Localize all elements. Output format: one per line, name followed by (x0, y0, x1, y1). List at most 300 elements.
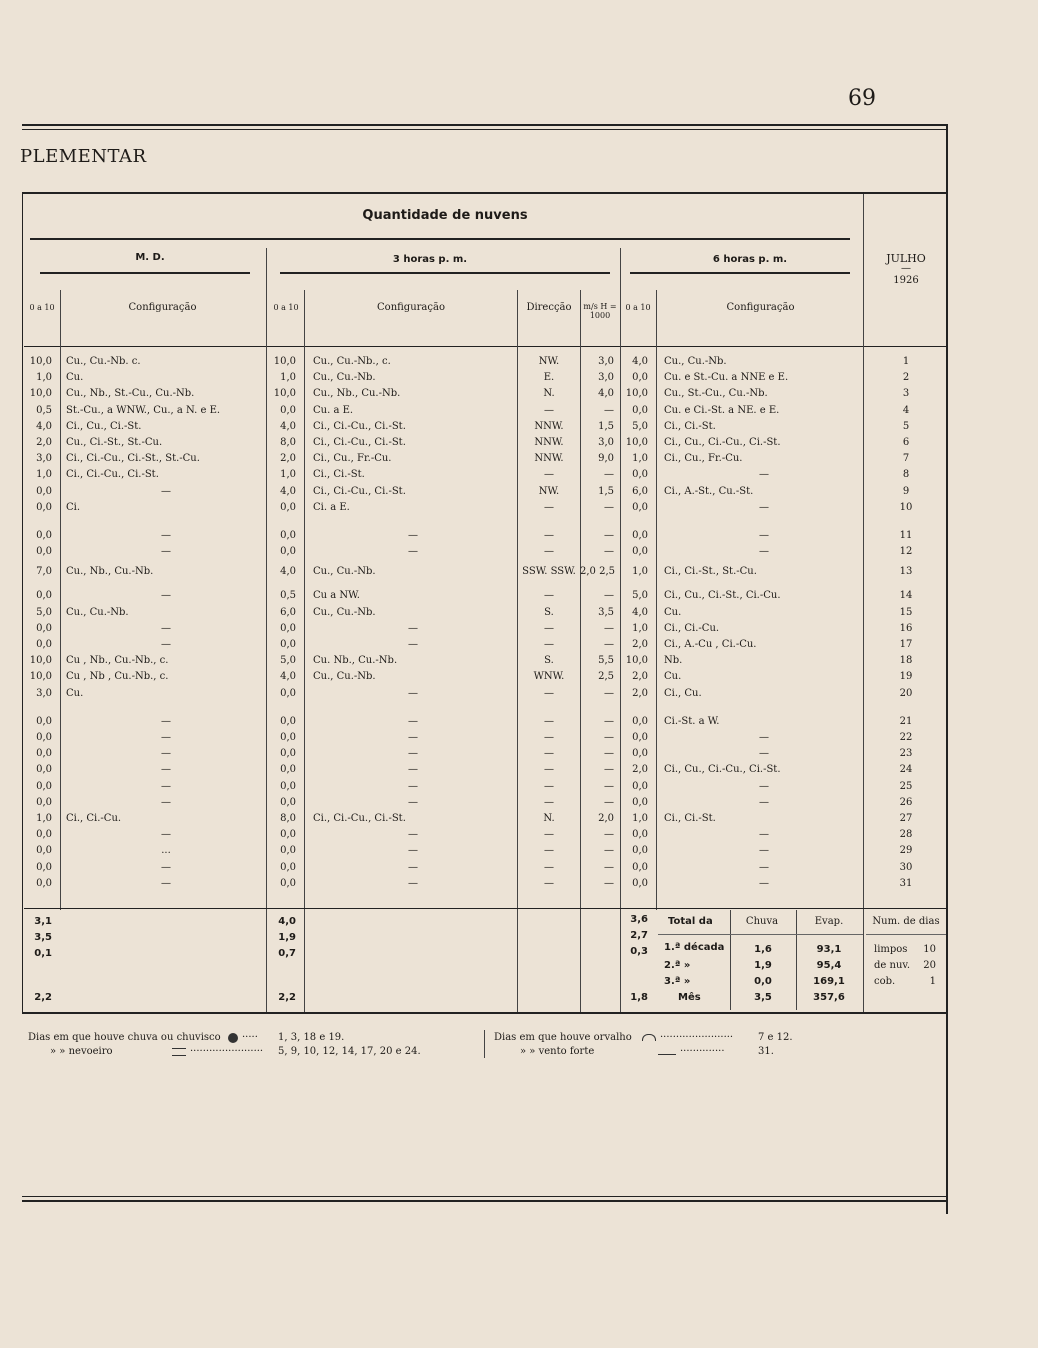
day-cell: 11 (899, 530, 913, 541)
3pm-config-cell: Cu., Nb., Cu.-Nb. (313, 388, 401, 400)
3pm-config-cell: Cu., Cu.-Nb. (313, 566, 376, 578)
6pm-value-cell: 0,0 (632, 796, 648, 808)
direction-cell: — (544, 404, 554, 416)
direction-cell: — (544, 622, 554, 634)
md-value-cell: 0,0 (36, 732, 52, 743)
6pm-value-cell: 0,0 (632, 748, 648, 760)
3pm-value-cell: 6,0 (280, 606, 296, 618)
md-config-cell: — (161, 861, 171, 873)
6pm-config-cell: Ci., Cu., Ci.-Cu., Ci.-St. (664, 764, 781, 776)
footer-chuva-days: 1, 3, 18 e 19. (278, 1032, 345, 1043)
md-value-cell: 10,0 (29, 388, 52, 400)
table-top-rule (22, 192, 946, 194)
top-rule-thin (22, 129, 946, 130)
speed-cell: 3,5 (598, 606, 614, 618)
speed-cell: — (604, 845, 614, 857)
direction-cell: NNW. (534, 453, 564, 465)
direction-cell: — (544, 546, 554, 558)
3pm-value-cell: 0,0 (280, 861, 296, 873)
speed-cell: — (604, 780, 614, 792)
speed-cell: — (604, 829, 614, 841)
3pm-value-cell: 4,0 (280, 566, 296, 578)
3pm-config-cell: Ci., Ci.-Cu., Ci.-St. (313, 813, 406, 824)
md-value-cell: 0,0 (36, 796, 52, 808)
md-value-cell: 0,0 (36, 829, 52, 841)
6pm-value-cell: 0,0 (632, 372, 648, 384)
md-value-cell: 4,0 (36, 420, 52, 432)
6pm-value-cell: 6,0 (632, 485, 648, 497)
6pm-value-cell: 1,0 (632, 566, 648, 578)
dew-icon (642, 1034, 656, 1041)
sep-evap (796, 910, 797, 1010)
header-month-dash: — (901, 263, 911, 274)
md-config-cell: — (161, 590, 171, 602)
day-cell: 7 (902, 453, 910, 465)
md-config-cell: Cu. (66, 372, 84, 384)
direction-cell: S. (544, 655, 554, 667)
md-config-cell: ... (161, 845, 171, 857)
6pm-value-cell: 1,0 (632, 813, 648, 824)
md-value-cell: 3,0 (36, 687, 52, 699)
col-6pm-config: Configuração (726, 302, 795, 313)
footer-vento-days: 31. (758, 1046, 774, 1057)
col-speed: m/s H = 1000 (583, 302, 617, 320)
speed-cell: — (604, 404, 614, 416)
3pm-config-cell: — (408, 829, 418, 841)
6pm-value-cell: 10,0 (625, 388, 648, 400)
speed-cell: 3,0 (598, 372, 614, 384)
speed-cell: — (604, 546, 614, 558)
md-value-cell: 1,0 (36, 469, 52, 481)
sep-md-scale (60, 290, 61, 910)
md-value-cell: 7,0 (36, 566, 52, 578)
md-config-cell: — (161, 748, 171, 760)
right-border (946, 124, 948, 1214)
header-month: JULHO (886, 252, 926, 265)
speed-cell: 5,5 (598, 655, 614, 667)
md-config-cell: — (161, 764, 171, 776)
speed-cell: — (604, 796, 614, 808)
3pm-value-cell: 0,0 (280, 764, 296, 776)
footer-nevoeiro-label: » » nevoeiro (50, 1046, 113, 1057)
speed-cell: 4,0 (598, 388, 614, 400)
days-label-3: cob. (874, 976, 896, 987)
3pm-config-cell: Cu., Cu.-Nb. (313, 372, 376, 384)
md-value-cell: 0,0 (36, 530, 52, 541)
6pm-value-cell: 0,0 (632, 732, 648, 743)
6pm-config-cell: — (759, 748, 769, 760)
direction-cell: — (544, 469, 554, 481)
3pm-config-cell: — (408, 546, 418, 558)
speed-cell: — (604, 501, 614, 513)
day-cell: 20 (899, 687, 913, 699)
md-config-cell: Cu., Cu.-Nb. c. (66, 356, 141, 367)
3pm-config-cell: — (408, 877, 418, 889)
3pm-config-cell: Ci., Ci.-Cu., Ci.-St. (313, 485, 406, 497)
md-config-cell: Cu., Cu.-Nb. (66, 606, 129, 618)
6pm-config-cell: Ci., Ci.-St., St.-Cu. (664, 566, 757, 578)
md-config-cell: — (161, 877, 171, 889)
direction-cell: WNW. (533, 671, 565, 683)
md-config-cell: — (161, 732, 171, 743)
3pm-value-cell: 4,0 (280, 420, 296, 432)
direction-cell: SSW. SSW. (522, 566, 576, 578)
day-cell: 24 (899, 764, 913, 776)
direction-cell: — (544, 764, 554, 776)
header-3pm: 3 horas p. m. (392, 254, 468, 265)
day-cell: 14 (899, 590, 913, 602)
footer-nevoeiro-days: 5, 9, 10, 12, 14, 17, 20 e 24. (278, 1046, 421, 1057)
direction-cell: — (544, 877, 554, 889)
3pm-config-cell: Ci., Cu., Fr.-Cu. (313, 453, 392, 465)
days-value-2: 20 (923, 960, 936, 971)
wind-icon (658, 1046, 676, 1055)
md-value-cell: 1,0 (36, 813, 52, 824)
speed-cell: — (604, 732, 614, 743)
day-cell: 27 (899, 813, 913, 824)
3pm-config-cell: — (408, 732, 418, 743)
md-config-cell: St.-Cu., a WNW., Cu., a N. e E. (66, 404, 221, 416)
col-direction: Direcção (526, 302, 572, 313)
3pm-config-cell: Cu a NW. (313, 590, 360, 602)
table-left-border (22, 194, 23, 1014)
6pm-value-cell: 0,0 (632, 861, 648, 873)
day-cell: 4 (902, 404, 910, 416)
sep-chuva (730, 910, 731, 1010)
6pm-config-cell: Ci., Cu., Ci.-St., Ci.-Cu. (664, 590, 781, 602)
day-cell: 8 (902, 469, 910, 481)
period-chuva-2: 1,9 (754, 960, 772, 971)
speed-cell: — (604, 622, 614, 634)
3pm-config-cell: — (408, 780, 418, 792)
col-md-scale: 0 a 10 (29, 303, 55, 312)
md-config-cell: Cu., Nb., St.-Cu., Cu.-Nb. (66, 388, 195, 400)
6pm-value-cell: 10,0 (625, 655, 648, 667)
md-config-cell: Ci. (66, 501, 81, 513)
md-config-cell: Cu , Nb , Cu.-Nb., c. (66, 671, 169, 683)
3pm-value-cell: 0,0 (280, 845, 296, 857)
num-dias-rule (866, 934, 946, 935)
md-config-cell: Ci., Cu., Ci.-St. (66, 420, 142, 432)
6pm-config-cell: Cu., Cu.-Nb. (664, 356, 727, 367)
direction-cell: — (544, 780, 554, 792)
sep-6pm (863, 194, 864, 1012)
speed-cell: — (604, 469, 614, 481)
day-cell: 15 (899, 606, 913, 618)
direction-cell: — (544, 530, 554, 541)
speed-cell: 2,0 (598, 813, 614, 824)
day-cell: 29 (899, 845, 913, 857)
6pm-config-cell: — (759, 780, 769, 792)
6pm-value-cell: 0,0 (632, 845, 648, 857)
6pm-config-cell: Nb. (664, 655, 683, 667)
md-value-cell: 0,0 (36, 485, 52, 497)
md-value-cell: 0,0 (36, 590, 52, 602)
brace-3pm (280, 272, 610, 274)
3pm-value-cell: 0,0 (280, 546, 296, 558)
day-cell: 13 (899, 566, 913, 578)
6pm-config-cell: Ci., Cu., Fr.-Cu. (664, 453, 743, 465)
period-evap-3: 169,1 (813, 976, 845, 987)
period-label-1: 1.ª década (664, 942, 725, 953)
day-cell: 10 (899, 501, 913, 513)
footer-divider (484, 1030, 485, 1058)
md-value-cell: 1,0 (36, 372, 52, 384)
direction-cell: — (544, 639, 554, 650)
3pm-config-cell: — (408, 748, 418, 760)
col-6pm-scale: 0 a 10 (625, 303, 651, 312)
3pm-value-cell: 0,0 (280, 829, 296, 841)
6pm-config-cell: — (759, 732, 769, 743)
3pm-value-cell: 2,0 (280, 453, 296, 465)
6pm-value-cell: 0,0 (632, 877, 648, 889)
day-cell: 2 (902, 372, 910, 384)
speed-cell: — (604, 861, 614, 873)
sum-md-4: 2,2 (34, 992, 52, 1003)
6pm-config-cell: Cu., St.-Cu., Cu.-Nb. (664, 388, 768, 400)
3pm-config-cell: Ci., Ci.-Cu., Ci.-St. (313, 420, 406, 432)
col-3pm-scale: 0 a 10 (273, 303, 299, 312)
header-bottom-rule (24, 346, 946, 347)
6pm-config-cell: — (759, 501, 769, 513)
direction-cell: NNW. (534, 437, 564, 448)
top-rule (22, 124, 946, 126)
md-value-cell: 0,0 (36, 780, 52, 792)
brace-md (40, 272, 250, 274)
3pm-value-cell: 0,0 (280, 687, 296, 699)
3pm-value-cell: 4,0 (280, 485, 296, 497)
3pm-config-cell: — (408, 764, 418, 776)
md-value-cell: 5,0 (36, 606, 52, 618)
direction-cell: — (544, 748, 554, 760)
md-config-cell: Cu., Ci.-St., St.-Cu. (66, 437, 163, 448)
3pm-value-cell: 0,0 (280, 732, 296, 743)
col-md-config: Configuração (128, 302, 197, 313)
direction-cell: NNW. (534, 420, 564, 432)
rain-icon (228, 1033, 238, 1043)
3pm-config-cell: Ci. a E. (313, 501, 350, 513)
footer-chuva-label: Dias em que houve chuva ou chuvisco (28, 1032, 221, 1043)
6pm-value-cell: 5,0 (632, 420, 648, 432)
3pm-value-cell: 0,0 (280, 501, 296, 513)
speed-cell: — (604, 877, 614, 889)
3pm-config-cell: Ci., Ci.-St. (313, 469, 365, 481)
md-value-cell: 0,0 (36, 639, 52, 650)
6pm-value-cell: 5,0 (632, 590, 648, 602)
direction-cell: N. (543, 388, 555, 400)
speed-cell: — (604, 530, 614, 541)
summary-top-rule (24, 908, 946, 909)
md-value-cell: 0,0 (36, 861, 52, 873)
6pm-value-cell: 10,0 (625, 437, 648, 448)
day-cell: 28 (899, 829, 913, 841)
total-rule (658, 934, 863, 935)
md-value-cell: 3,0 (36, 453, 52, 465)
day-cell: 1 (902, 356, 910, 367)
6pm-config-cell: Ci., A.-Cu , Ci.-Cu. (664, 639, 757, 650)
md-config-cell: — (161, 715, 171, 727)
3pm-config-cell: — (408, 687, 418, 699)
6pm-config-cell: — (759, 796, 769, 808)
fog-icon (172, 1048, 186, 1056)
3pm-config-cell: — (408, 530, 418, 541)
md-config-cell: Cu., Nb., Cu.-Nb. (66, 566, 154, 578)
md-value-cell: 0,0 (36, 748, 52, 760)
6pm-config-cell: — (759, 530, 769, 541)
3pm-value-cell: 0,0 (280, 877, 296, 889)
day-cell: 26 (899, 796, 913, 808)
6pm-config-cell: Cu. e St.-Cu. a NNE e E. (664, 372, 789, 384)
day-cell: 6 (902, 437, 910, 448)
3pm-config-cell: — (408, 715, 418, 727)
direction-cell: — (544, 732, 554, 743)
3pm-value-cell: 0,5 (280, 590, 296, 602)
md-config-cell: — (161, 485, 171, 497)
sum-3pm-4: 2,2 (278, 992, 296, 1003)
day-cell: 30 (899, 861, 913, 873)
day-cell: 3 (902, 388, 910, 400)
3pm-value-cell: 1,0 (280, 372, 296, 384)
direction-cell: — (544, 861, 554, 873)
md-config-cell: Ci., Ci.-Cu., Ci.-St. (66, 469, 159, 481)
day-cell: 12 (899, 546, 913, 558)
6pm-config-cell: — (759, 877, 769, 889)
brace-6pm (630, 272, 850, 274)
md-value-cell: 0,0 (36, 546, 52, 558)
6pm-value-cell: 0,0 (632, 530, 648, 541)
period-evap-4: 357,6 (813, 992, 845, 1003)
day-cell: 21 (899, 715, 913, 727)
6pm-config-cell: Cu. (664, 606, 682, 618)
footer-orvalho-label: Dias em que houve orvalho (494, 1032, 632, 1043)
6pm-value-cell: 2,0 (632, 764, 648, 776)
6pm-value-cell: 4,0 (632, 356, 648, 367)
direction-cell: — (544, 845, 554, 857)
md-config-cell: Cu , Nb., Cu.-Nb., c. (66, 655, 169, 667)
md-config-cell: — (161, 546, 171, 558)
3pm-config-cell: — (408, 861, 418, 873)
sum-3pm-3: 0,7 (278, 948, 296, 959)
sum-3pm-2: 1,9 (278, 932, 296, 943)
md-value-cell: 0,0 (36, 764, 52, 776)
3pm-value-cell: 5,0 (280, 655, 296, 667)
6pm-value-cell: 0,0 (632, 501, 648, 513)
period-label-2: 2.ª » (664, 960, 691, 971)
col-3pm-config: Configuração (377, 302, 445, 313)
3pm-value-cell: 10,0 (273, 388, 296, 400)
md-config-cell: — (161, 796, 171, 808)
evap-header: Evap. (814, 916, 844, 927)
direction-cell: — (544, 590, 554, 602)
sum-6pm-4: 1,8 (630, 992, 648, 1003)
md-value-cell: 2,0 (36, 437, 52, 448)
3pm-value-cell: 8,0 (280, 437, 296, 448)
6pm-value-cell: 0,0 (632, 780, 648, 792)
chuva-header: Chuva (745, 916, 779, 927)
days-value-3: 1 (929, 976, 936, 987)
bottom-rule-2 (22, 1200, 946, 1202)
header-year: 1926 (893, 275, 919, 286)
3pm-config-cell: Cu., Cu.-Nb. (313, 606, 376, 618)
day-cell: 16 (899, 622, 913, 634)
day-cell: 25 (899, 780, 913, 792)
6pm-value-cell: 0,0 (632, 404, 648, 416)
direction-cell: NW. (538, 356, 560, 367)
md-config-cell: — (161, 780, 171, 792)
period-chuva-4: 3,5 (754, 992, 772, 1003)
3pm-config-cell: — (408, 845, 418, 857)
sep-md (266, 248, 267, 1012)
direction-cell: — (544, 687, 554, 699)
md-value-cell: 10,0 (29, 356, 52, 367)
6pm-config-cell: Ci.-St. a W. (664, 715, 720, 727)
sep-6pm-scale (656, 290, 657, 910)
sum-md-2: 3,5 (34, 932, 52, 943)
num-dias-header: Num. de dias (872, 916, 940, 927)
period-label-4: Mês (678, 992, 701, 1003)
speed-cell: 3,0 (598, 437, 614, 448)
bottom-rule-1 (22, 1196, 946, 1197)
3pm-value-cell: 0,0 (280, 404, 296, 416)
period-chuva-1: 1,6 (754, 944, 772, 955)
total-da-label: Total da (668, 916, 713, 927)
3pm-config-cell: — (408, 639, 418, 650)
day-cell: 9 (902, 485, 910, 497)
direction-cell: — (544, 501, 554, 513)
header-6pm: 6 horas p. m. (712, 254, 788, 265)
footer-orvalho-days: 7 e 12. (758, 1032, 793, 1043)
speed-cell: — (604, 590, 614, 602)
header-main: Quantidade de nuvens (362, 208, 528, 223)
6pm-value-cell: 4,0 (632, 606, 648, 618)
direction-cell: S. (544, 606, 554, 618)
md-config-cell: — (161, 622, 171, 634)
md-value-cell: 10,0 (29, 655, 52, 667)
3pm-config-cell: Ci., Ci.-Cu., Ci.-St. (313, 437, 406, 448)
md-config-cell: Ci., Ci.-Cu., Ci.-St., St.-Cu. (66, 453, 200, 465)
speed-cell: 2,0 2,5 (580, 566, 615, 578)
md-value-cell: 10,0 (29, 671, 52, 683)
period-evap-1: 93,1 (816, 944, 842, 955)
6pm-config-cell: — (759, 469, 769, 481)
6pm-value-cell: 0,0 (632, 469, 648, 481)
day-cell: 31 (899, 877, 913, 889)
3pm-value-cell: 0,0 (280, 780, 296, 792)
speed-cell: — (604, 639, 614, 650)
md-config-cell: Ci., Ci.-Cu. (66, 813, 122, 824)
6pm-config-cell: Ci., Ci.-St. (664, 420, 716, 432)
6pm-value-cell: 2,0 (632, 687, 648, 699)
3pm-config-cell: Cu., Cu.-Nb., c. (313, 356, 391, 367)
period-evap-2: 95,4 (816, 960, 842, 971)
3pm-value-cell: 10,0 (273, 356, 296, 367)
direction-cell: — (544, 829, 554, 841)
day-cell: 23 (899, 748, 913, 760)
day-cell: 19 (899, 671, 913, 683)
md-config-cell: Cu. (66, 687, 84, 699)
6pm-value-cell: 0,0 (632, 546, 648, 558)
speed-cell: 3,0 (598, 356, 614, 367)
day-cell: 18 (899, 655, 913, 667)
6pm-config-cell: — (759, 861, 769, 873)
speed-cell: — (604, 764, 614, 776)
3pm-config-cell: Cu., Cu.-Nb. (313, 671, 376, 683)
md-config-cell: — (161, 530, 171, 541)
6pm-value-cell: 1,0 (632, 453, 648, 465)
period-chuva-3: 0,0 (754, 976, 772, 987)
md-config-cell: — (161, 639, 171, 650)
6pm-config-cell: — (759, 845, 769, 857)
